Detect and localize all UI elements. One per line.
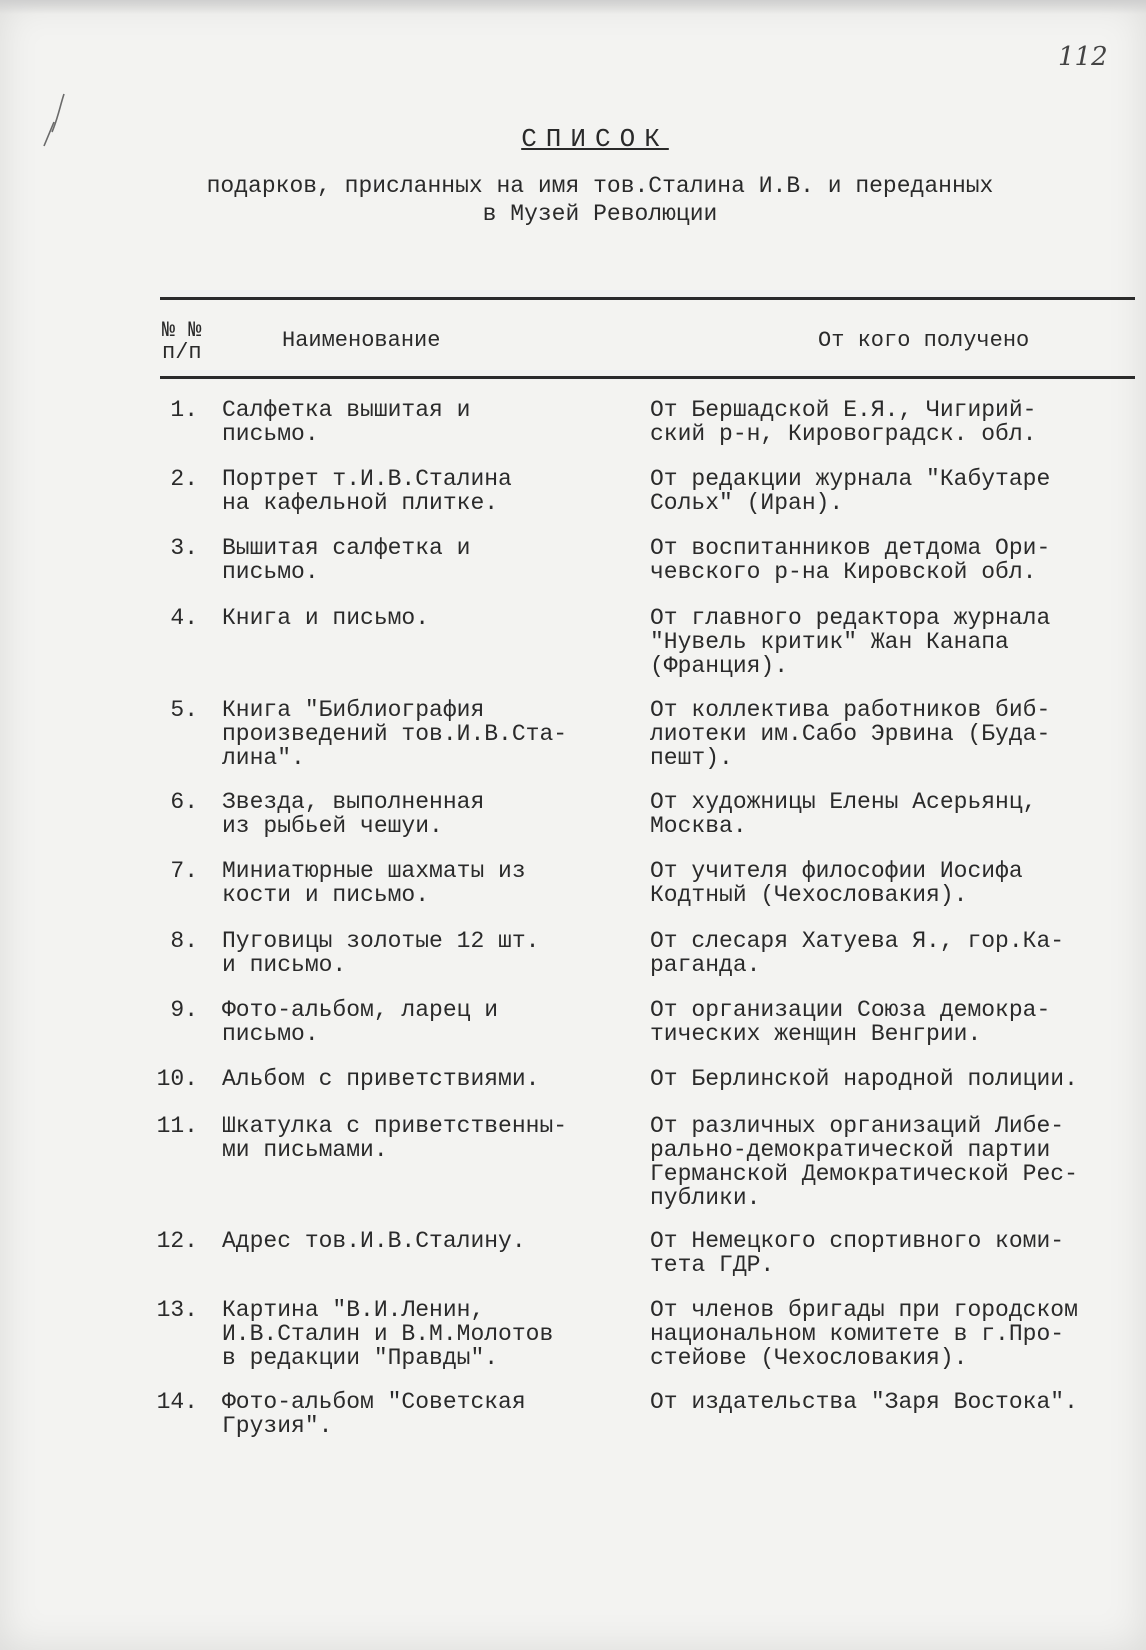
- row-number: 10.: [156, 1066, 198, 1092]
- table-top-rule: [160, 297, 1135, 300]
- row-name: Портрет т.И.В.Сталина на кафельной плитке.: [222, 466, 512, 516]
- row-name: Звезда, выполненная из рыбьей чешуи.: [222, 789, 485, 839]
- row-from: От редакции журнала "Кабутаре Сольх" (Иран).: [650, 466, 1051, 516]
- row-number: 1.: [170, 397, 198, 423]
- row-number: 13.: [156, 1297, 198, 1323]
- row-name: Вышитая салфетка и письмо.: [222, 535, 471, 585]
- row-from: От организации Союза демокра- тических женщин Венгрии.: [650, 997, 1051, 1047]
- row-number: 14.: [156, 1389, 198, 1415]
- table-header-rule: [160, 376, 1135, 379]
- row-name: Книга "Библиография произведений тов.И.В.Ста- лина".: [222, 697, 568, 771]
- document-subtitle: [150, 172, 1050, 228]
- row-from: От художницы Елены Асерьянц, Москва.: [650, 789, 1037, 839]
- column-header-number: [162, 320, 202, 364]
- row-from: От коллектива работников биб- лиотеки им.Сабо Эрвина (Буда- пешт).: [650, 697, 1051, 771]
- row-from: От членов бригады при городском национальном комитете в г.Про- стейове (Чехословакия).: [650, 1297, 1078, 1371]
- subtitle-line-1: подарков, присланных на имя тов.Сталина И.В. и переданных: [206, 173, 994, 199]
- column-header-name: Наименование: [282, 328, 441, 353]
- document-title: СПИСОК: [521, 124, 669, 154]
- column-header-number-line2: п/п: [162, 340, 202, 365]
- row-number: 8.: [170, 928, 198, 954]
- row-from: От слесаря Хатуева Я., гор.Ка- раганда.: [650, 928, 1065, 978]
- row-from: От воспитанников детдома Ори- чевского р-на Кировской обл.: [650, 535, 1051, 585]
- column-header-number-line1: № №: [162, 318, 202, 343]
- folio-number: 112: [1058, 42, 1108, 72]
- row-name: Миниатюрные шахматы из кости и письмо.: [222, 858, 526, 908]
- row-number: 7.: [170, 858, 198, 884]
- row-from: От Немецкого спортивного коми- тета ГДР.: [650, 1228, 1065, 1278]
- row-number: 9.: [170, 997, 198, 1023]
- row-from: От Бершадской Е.Я., Чигирий- ский р-н, Кировоградск. обл.: [650, 397, 1037, 447]
- row-name: Салфетка вышитая и письмо.: [222, 397, 471, 447]
- row-number: 12.: [156, 1228, 198, 1254]
- row-number: 4.: [170, 605, 198, 631]
- row-name: Пуговицы золотые 12 шт. и письмо.: [222, 928, 540, 978]
- row-name: Картина "В.И.Ленин, И.В.Сталин и В.М.Молотов в редакции "Правды".: [222, 1297, 554, 1371]
- row-number: 11.: [156, 1113, 198, 1139]
- row-name: Фото-альбом, ларец и письмо.: [222, 997, 499, 1047]
- column-header-from: От кого получено: [818, 328, 1030, 353]
- row-number: 6.: [170, 789, 198, 815]
- row-number: 3.: [170, 535, 198, 561]
- row-name: Альбом с приветствиями.: [222, 1066, 540, 1092]
- row-number: 5.: [170, 697, 198, 723]
- row-from: От различных организаций Либе- рально-демократической партии Германской Демократической Рес- публики.: [650, 1113, 1078, 1211]
- row-from: От Берлинской народной полиции.: [650, 1066, 1078, 1092]
- row-from: От учителя философии Иосифа Кодтный (Чехословакия).: [650, 858, 1023, 908]
- row-from: От издательства "Заря Востока".: [650, 1389, 1078, 1415]
- row-name: Фото-альбом "Советская Грузия".: [222, 1389, 526, 1439]
- row-from: От главного редактора журнала "Нувель критик" Жан Канапа (Франция).: [650, 605, 1051, 679]
- row-name: Адрес тов.И.В.Сталину.: [222, 1228, 526, 1254]
- subtitle-line-2: в Музей Революции: [482, 201, 718, 227]
- row-name: Шкатулка с приветственны- ми письмами.: [222, 1113, 568, 1163]
- row-name: Книга и письмо.: [222, 605, 430, 631]
- row-number: 2.: [170, 466, 198, 492]
